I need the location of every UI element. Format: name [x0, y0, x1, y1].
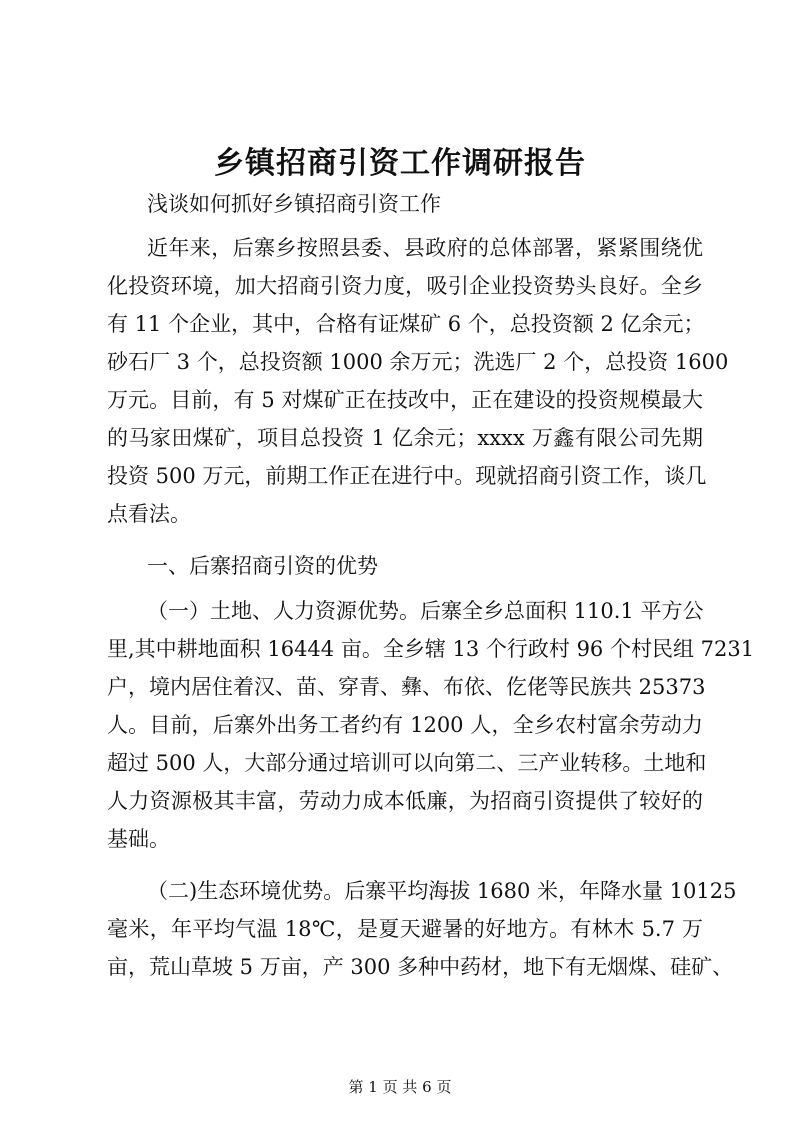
paragraph-line: 户，境内居住着汉、苗、穿青、彝、布依、仡佬等民族共 25373: [107, 675, 706, 699]
paragraph-line: 人力资源极其丰富，劳动力成本低廉，为招商引资提供了较好的: [107, 789, 703, 813]
section-heading: 一、后寨招商引资的优势: [147, 554, 378, 578]
paragraph-line: 化投资环境，加大招商引资力度，吸引企业投资势头良好。全乡: [107, 274, 703, 298]
paragraph-line: 点看法。: [107, 502, 191, 526]
document-subtitle: 浅谈如何抓好乡镇招商引资工作: [147, 192, 441, 216]
paragraph-line: （二)生态环境优势。后寨平均海拔 1680 米，年降水量 10125: [147, 879, 737, 903]
paragraph-line: 砂石厂 3 个，总投资额 1000 余万元；洗选厂 2 个，总投资 1600: [107, 350, 729, 374]
document-title: 乡镇招商引资工作调研报告: [214, 146, 586, 181]
paragraph-line: 毫米，年平均气温 18℃，是夏天避暑的好地方。有林木 5.7 万: [107, 917, 703, 941]
paragraph-line: 里,其中耕地面积 16444 亩。全乡辖 13 个行政村 96 个村民组 7231: [107, 637, 755, 661]
paragraph-line: 超过 500 人，大部分通过培训可以向第二、三产业转移。土地和: [107, 751, 707, 775]
paragraph-line: 有 11 个企业，其中，合格有证煤矿 6 个，总投资额 2 亿余元；: [107, 312, 705, 336]
paragraph-line: 亩，荒山草坡 5 万亩，产 300 多种中药材，地下有无烟煤、硅矿、: [107, 955, 734, 979]
paragraph-line: 基础。: [107, 827, 170, 851]
paragraph-line: 投资 500 万元，前期工作正在进行中。现就招商引资工作，谈几: [107, 464, 707, 488]
paragraph-line: （一）土地、人力资源优势。后寨全乡总面积 110.1 平方公: [147, 599, 704, 623]
page-footer: 第 1 页 共 6 页: [348, 1078, 452, 1096]
paragraph-line: 万元。目前，有 5 对煤矿正在技改中，正在建设的投资规模最大: [107, 388, 703, 412]
paragraph-line: 近年来，后寨乡按照县委、县政府的总体部署，紧紧围绕优: [147, 236, 703, 260]
paragraph-line: 的马家田煤矿，项目总投资 1 亿余元；xxxx 万鑫有限公司先期: [107, 426, 703, 450]
paragraph-line: 人。目前，后寨外出务工者约有 1200 人，全乡农村富余劳动力: [107, 713, 703, 737]
